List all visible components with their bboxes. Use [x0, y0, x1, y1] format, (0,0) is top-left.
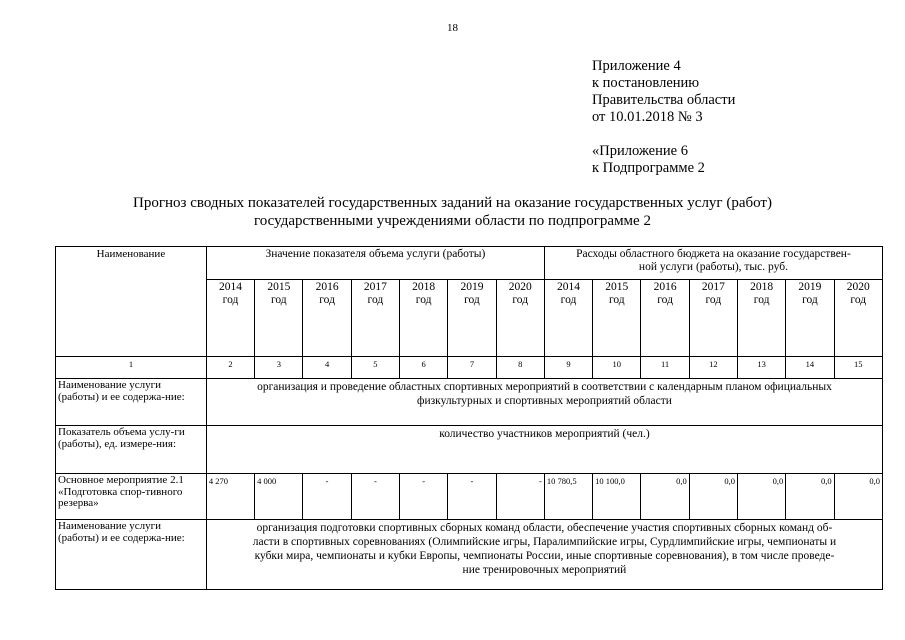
- appendix-block: [592, 58, 735, 177]
- value-cell: -: [400, 474, 448, 520]
- volume-indicator: количество участников мероприятий (чел.): [206, 426, 882, 474]
- column-number: 2: [206, 357, 254, 379]
- year-header: 2020 год: [834, 280, 882, 357]
- year-header: 2015 год: [593, 280, 641, 357]
- column-number: 3: [255, 357, 303, 379]
- column-number: 9: [544, 357, 592, 379]
- column-number: 15: [834, 357, 882, 379]
- header-expense-group: [544, 247, 882, 280]
- year-header: 2019 год: [786, 280, 834, 357]
- year-header: 2015 год: [255, 280, 303, 357]
- row-label: Основное мероприятие 2.1 «Подготовка спор-тивного резерва»: [56, 474, 207, 520]
- service-description: организация и проведение областных спортивных мероприятий в соответствии с календарным планом официальных физкультурных и спортивных мероприятий области: [206, 379, 882, 426]
- column-number: 14: [786, 357, 834, 379]
- column-number: 13: [738, 357, 786, 379]
- document-title: [0, 194, 905, 230]
- column-number: 7: [448, 357, 496, 379]
- appendix-line: Приложение 4: [592, 58, 681, 74]
- value-cell: 4 270: [206, 474, 254, 520]
- year-header: 2014 год: [544, 280, 592, 357]
- value-cell: -: [303, 474, 351, 520]
- column-number: 10: [593, 357, 641, 379]
- page-number: 18: [447, 22, 458, 34]
- value-cell: 4 000: [255, 474, 303, 520]
- appendix-line: к Подпрограмме 2: [592, 160, 705, 176]
- title-line: Прогноз сводных показателей государственных заданий на оказание государственных услуг (работ): [133, 195, 772, 211]
- column-number: 12: [689, 357, 737, 379]
- row-label: Наименование услуги (работы) и ее содержа-ние:: [56, 379, 207, 426]
- column-number: 5: [351, 357, 399, 379]
- year-header: 2014 год: [206, 280, 254, 357]
- year-header: 2016 год: [641, 280, 689, 357]
- value-cell: 0,0: [786, 474, 834, 520]
- value-cell: 10 780,5: [544, 474, 592, 520]
- service-description: организация подготовки спортивных сборных команд области, обеспечение участия спортивных сборных команд об- ласти в спортивных соревнованиях (Олимпийские игры, Паралимпийские игры, Сурдлимпийские игры, чемпионаты и кубки мира, чемпионаты и кубки Европы, чемпионаты России, иные спортивные соревнования), в том числе проведе- ние тренировочных мероприятий: [206, 520, 882, 590]
- value-cell: 0,0: [738, 474, 786, 520]
- value-cell: -: [351, 474, 399, 520]
- value-cell: -: [448, 474, 496, 520]
- appendix-line: Правительства области: [592, 92, 736, 108]
- value-cell: 0,0: [834, 474, 882, 520]
- value-cell: 0,0: [689, 474, 737, 520]
- header-name: Наименование: [56, 247, 207, 357]
- header-expense-line: ной услуги (работы), тыс. руб.: [638, 261, 788, 273]
- year-header: 2016 год: [303, 280, 351, 357]
- year-header: 2018 год: [400, 280, 448, 357]
- year-header: 2017 год: [351, 280, 399, 357]
- row-label: Показатель объема услу-ги (работы), ед. измере-ния:: [56, 426, 207, 474]
- column-number: 1: [56, 357, 207, 379]
- appendix-line: к постановлению: [592, 75, 700, 91]
- appendix-line: от 10.01.2018 № 3: [592, 109, 703, 125]
- appendix-line: «Приложение 6: [592, 143, 688, 159]
- value-cell: -: [496, 474, 544, 520]
- value-cell: 10 100,0: [593, 474, 641, 520]
- forecast-table: [55, 246, 883, 590]
- column-number: 11: [641, 357, 689, 379]
- row-label: Наименование услуги (работы) и ее содержа-ние:: [56, 520, 207, 590]
- year-header: 2020 год: [496, 280, 544, 357]
- header-expense-line: Расходы областного бюджета на оказание государствен-: [576, 248, 851, 260]
- value-cell: 0,0: [641, 474, 689, 520]
- header-volume-group: Значение показателя объема услуги (работы): [206, 247, 544, 280]
- year-header: 2019 год: [448, 280, 496, 357]
- column-number: 4: [303, 357, 351, 379]
- title-line: государственными учреждениями области по подпрограмме 2: [254, 213, 651, 229]
- year-header: 2018 год: [738, 280, 786, 357]
- column-number: 6: [400, 357, 448, 379]
- column-number: 8: [496, 357, 544, 379]
- year-header: 2017 год: [689, 280, 737, 357]
